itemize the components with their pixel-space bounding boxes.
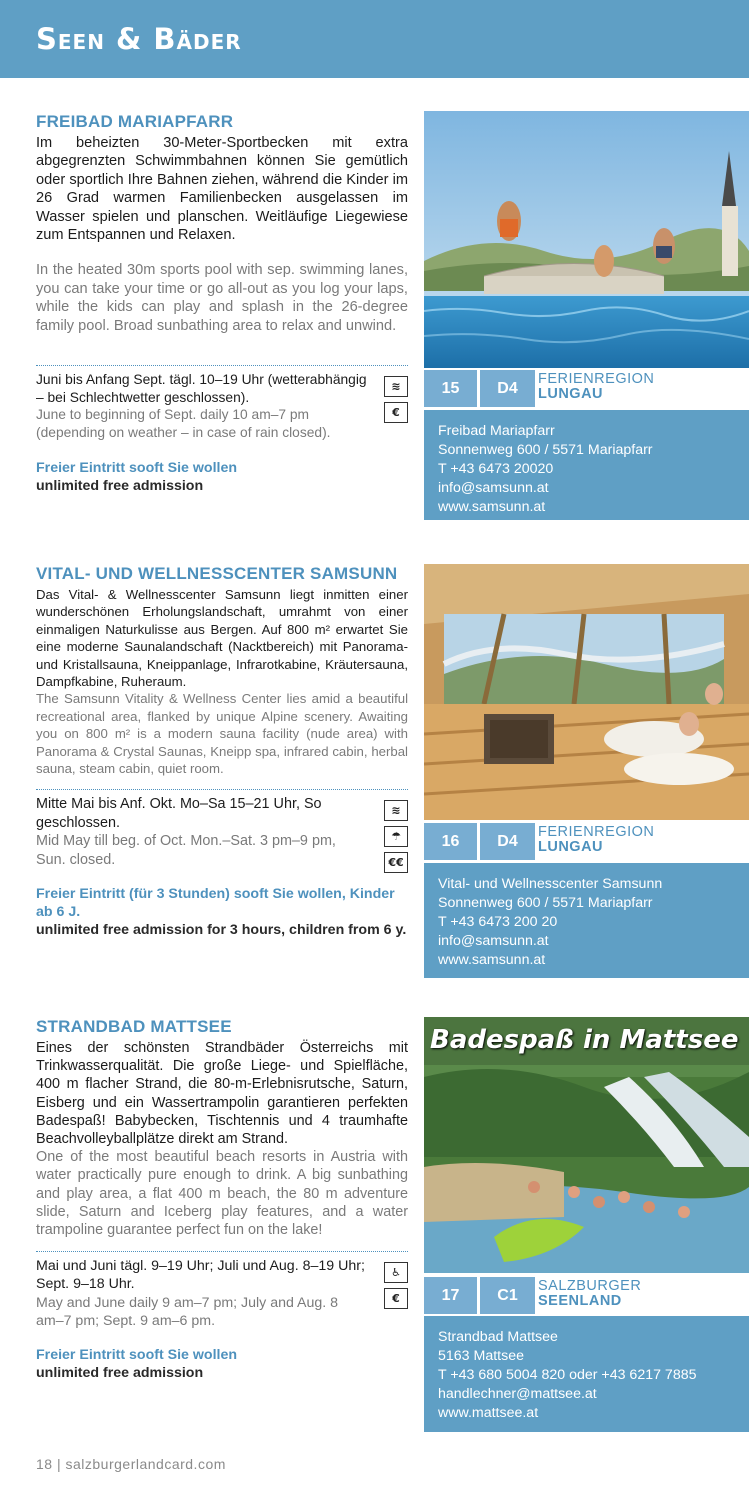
section-title: FREIBAD MARIAPFARR [36, 112, 234, 131]
section-samsunn [36, 564, 408, 939]
contact-website[interactable]: www.samsunn.at [438, 952, 546, 968]
region-line1: FERIENREGION [538, 824, 655, 840]
amenity-icons [384, 800, 408, 878]
description-de: Eines der schönsten Strandbäder Österreichs mit Trinkwasserqualität. Die große Liege- und Spielfläche, 400 m flacher Strand, die 80-m-Erlebnisrutsche, Saturn, Eisberg und ein Wassertrampolin garantieren perfekten Badespaß! Babybecken, Tischtennis und 4 traumhafte Beachvolleyballplätze direkt am Strand. [36, 1040, 408, 1148]
location-number: 17 [424, 1277, 477, 1314]
contact-email[interactable]: info@samsunn.at [438, 480, 549, 496]
contact-email[interactable]: info@samsunn.at [438, 933, 549, 949]
contact-website[interactable]: www.mattsee.at [438, 1405, 539, 1421]
page-header [0, 0, 749, 78]
location-number: 16 [424, 823, 477, 860]
admission [36, 459, 408, 495]
location-strip [424, 1277, 749, 1314]
admission-en: unlimited free admission [36, 478, 204, 495]
opening-hours [36, 1252, 408, 1330]
region-line1: SALZBURGER [538, 1278, 642, 1294]
region-label [538, 825, 654, 855]
description-de: Im beheizten 30-Meter-Sportbecken mit extra abgegrenzten Schwimmbahnen können Sie gemütlich oder sportlich Ihre Bahnen ziehen, während die Kinder im 26 Grad warmen Familienbecken ausgelassen im Wasser spielen und planschen. Weitläufige Liegewiese zum Entspannen und Relaxen. [36, 135, 408, 244]
admission [36, 885, 408, 939]
page-title: Seen & Bäder [36, 22, 242, 56]
description-en: In the heated 30m sports pool with sep. swimming lanes, you can take your time or go all-out as you log your laps, while the kids can play and splash in the 26-degree family pool. Broad sunbathing area to relax and unwind. [36, 262, 408, 334]
contact-box [424, 410, 749, 520]
wifi-icon: ≋ [384, 376, 408, 397]
photo-freibad-mariapfarr [424, 111, 749, 368]
contact-name: Strandbad Mattsee [438, 1329, 558, 1345]
region-line2: LUNGAU [538, 386, 604, 402]
photo-caption: Badespaß in Mattsee [430, 1025, 739, 1055]
hours-de: Mai und Juni tägl. 9–19 Uhr; Juli und Aug. 8–19 Uhr; Sept. 9–18 Uhr. [36, 1258, 365, 1293]
amenity-icons [384, 376, 408, 428]
contact-website[interactable]: www.samsunn.at [438, 499, 546, 515]
wheelchair-icon: ♿ [384, 1262, 408, 1283]
map-grid: D4 [480, 823, 535, 860]
region-line2: SEENLAND [538, 1293, 622, 1309]
location-number: 15 [424, 370, 477, 407]
contact-name: Freibad Mariapfarr [438, 423, 555, 439]
section-freibad-mariapfarr [36, 112, 408, 495]
hours-de: Juni bis Anfang Sept. tägl. 10–19 Uhr (wetterabhängig – bei Schlechtwetter geschlossen). [36, 372, 367, 405]
map-grid: D4 [480, 370, 535, 407]
map-grid: C1 [480, 1277, 535, 1314]
double-euro-icon: €€ [384, 852, 408, 873]
region-label [538, 1279, 641, 1309]
contact-box [424, 863, 749, 978]
admission-de: Freier Eintritt sooft Sie wollen [36, 460, 238, 477]
opening-hours [36, 790, 408, 869]
admission-de: Freier Eintritt sooft Sie wollen [36, 1347, 238, 1364]
contact-phone: T +43 6473 200 20 [438, 914, 558, 930]
region-line1: FERIENREGION [538, 371, 655, 387]
section-title: VITAL- UND WELLNESSCENTER SAMSUNN [36, 564, 398, 583]
hours-en: Mid May till beg. of Oct. Mon.–Sat. 3 pm–9 pm, Sun. closed. [36, 833, 336, 868]
location-strip [424, 370, 749, 407]
wifi-icon: ≋ [384, 800, 408, 821]
section-title: STRANDBAD MATTSEE [36, 1017, 232, 1036]
amenity-icons [384, 1262, 408, 1314]
region-line2: LUNGAU [538, 839, 604, 855]
admission-en: unlimited free admission for 3 hours, children from 6 y. [36, 922, 407, 939]
contact-name: Vital- und Wellnesscenter Samsunn [438, 876, 663, 892]
euro-icon: € [384, 1288, 408, 1309]
page-footer: 18 | salzburgerlandcard.com [36, 1456, 226, 1472]
admission-de: Freier Eintritt (für 3 Stunden) sooft Sie wollen, Kinder ab 6 J. [36, 886, 395, 921]
section-strandbad-mattsee [36, 1017, 408, 1382]
hours-de: Mitte Mai bis Anf. Okt. Mo–Sa 15–21 Uhr, So geschlossen. [36, 796, 322, 831]
location-strip [424, 823, 749, 860]
contact-address: Sonnenweg 600 / 5571 Mariapfarr [438, 442, 653, 458]
euro-icon: € [384, 402, 408, 423]
description-de: Das Vital- & Wellnesscenter Samsunn liegt inmitten einer wunderschönen Erholungslandschaft, umrahmt von einer einmaligen Naturkulisse aus Bergen. Auf 800 m² erwartet Sie eine moderne Saunalandschaft (Nacktbereich) mit Panorama- und Kristallsauna, Kneippanlage, Infrarotkabine, Kräutersauna, Dampfkabine, Ruheraum. [36, 587, 408, 690]
contact-email[interactable]: handlechner@mattsee.at [438, 1386, 597, 1402]
description-en: One of the most beautiful beach resorts in Austria with water practically pure enough to drink. A big sunbathing and play area, a flat 400 m beach, the 80 m adventure slide, Saturn and Iceberg play features, and a water trampoline guarantee perfect fun on the lake! [36, 1149, 408, 1239]
contact-box [424, 1316, 749, 1432]
photo-strandbad-mattsee [424, 1017, 749, 1273]
opening-hours [36, 366, 408, 441]
contact-address: Sonnenweg 600 / 5571 Mariapfarr [438, 895, 653, 911]
hours-en: May and June daily 9 am–7 pm; July and Aug. 8 am–7 pm; Sept. 9 am–6 pm. [36, 1294, 339, 1329]
hours-en: June to beginning of Sept. daily 10 am–7 pm (depending on weather – in case of rain closed). [36, 407, 331, 440]
photo-samsunn [424, 564, 749, 820]
contact-phone: T +43 680 5004 820 oder +43 6217 7885 [438, 1367, 697, 1383]
umbrella-icon: ☂ [384, 826, 408, 847]
admission [36, 1346, 408, 1382]
contact-phone: T +43 6473 20020 [438, 461, 554, 477]
admission-en: unlimited free admission [36, 1365, 204, 1382]
contact-address: 5163 Mattsee [438, 1348, 524, 1364]
region-label [538, 372, 654, 402]
description-en: The Samsunn Vitality & Wellness Center lies amid a beautiful recreational area, flanked by unique Alpine scenery. Awaiting you on 800 m² is a modern sauna facility (nude area) with Panorama & Crystal Saunas, Kneipp spa, infrared cabin, herbal sauna, steam cabin, quiet room. [36, 691, 408, 777]
